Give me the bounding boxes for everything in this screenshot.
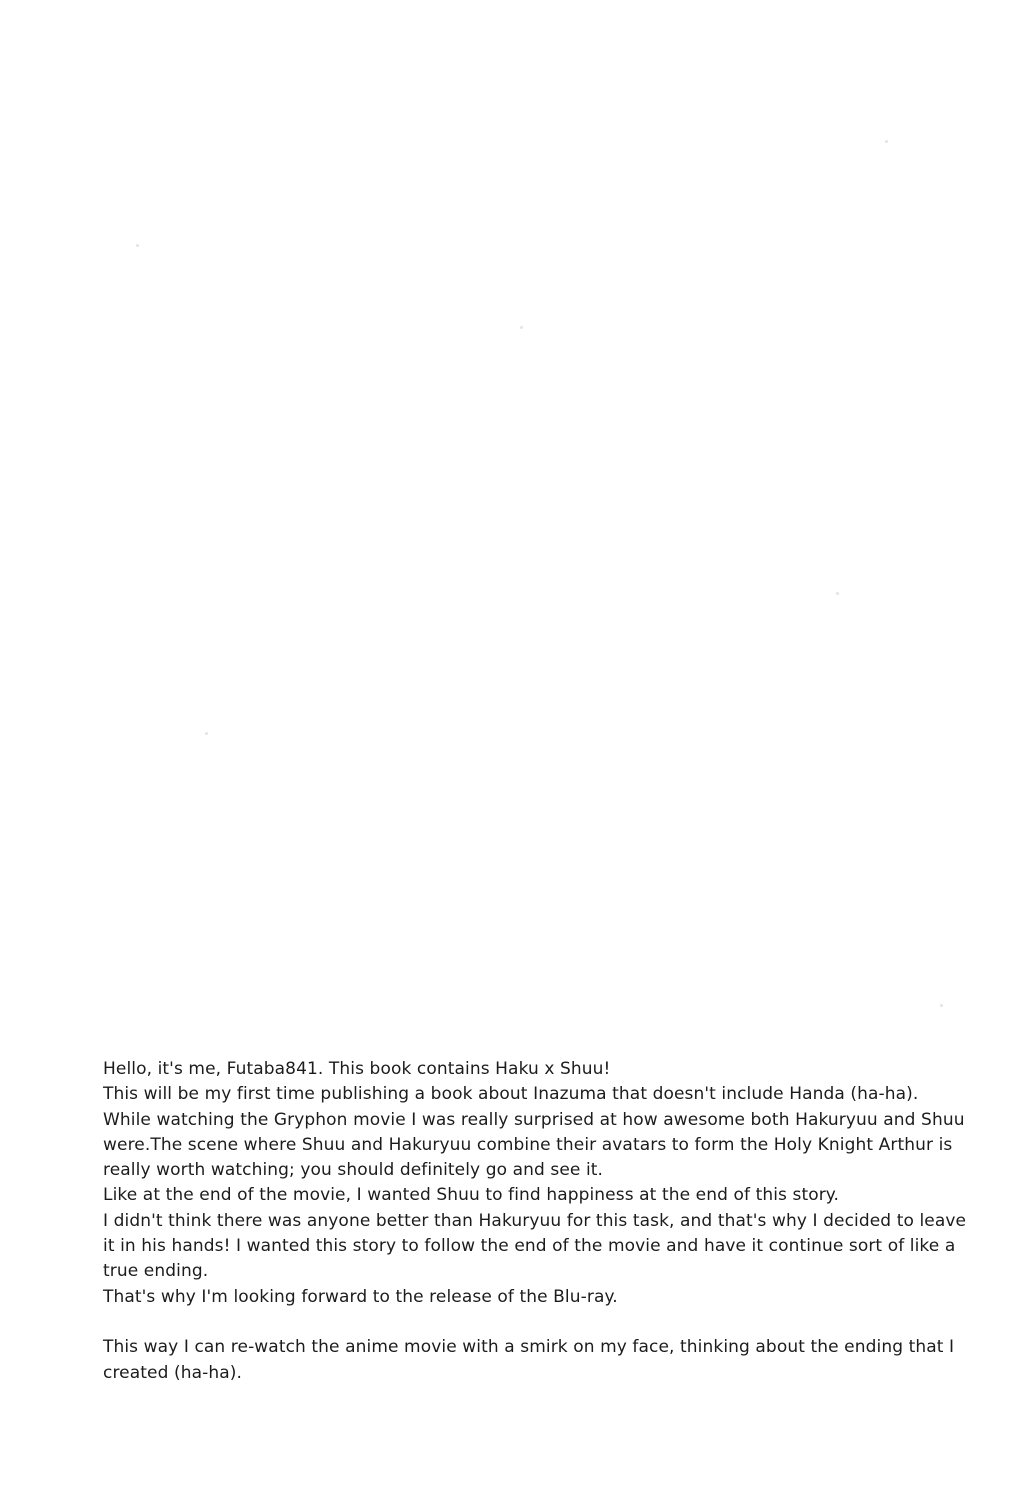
afterword-line: Like at the end of the movie, I wanted Shuu to find happiness at the end of this story.: [103, 1185, 840, 1206]
afterword-line: really worth watching; you should definitely go and see it.: [103, 1160, 604, 1181]
afterword-line: were.The scene where Shuu and Hakuryuu combine their avatars to form the Holy Knight Arthur is: [103, 1134, 953, 1155]
scan-speck: [940, 1004, 943, 1007]
scan-speck: [136, 244, 139, 247]
scan-speck: [885, 140, 888, 143]
afterword-blank-line: [103, 1310, 903, 1335]
afterword-line: This way I can re-watch the anime movie with a smirk on my face, thinking about the ending that I: [103, 1337, 955, 1358]
scan-speck: [520, 326, 523, 329]
afterword-line: created (ha-ha).: [103, 1362, 242, 1383]
afterword-line: This will be my first time publishing a book about Inazuma that doesn't include Handa (ha-ha).: [103, 1084, 919, 1105]
afterword-line: While watching the Gryphon movie I was really surprised at how awesome both Hakuryuu and Shuu: [103, 1109, 965, 1130]
afterword-text: [103, 1057, 967, 1386]
afterword-line: it in his hands! I wanted this story to follow the end of the movie and have it continue sort of like a: [103, 1236, 956, 1257]
afterword-line: Hello, it's me, Futaba841. This book contains Haku x Shuu!: [103, 1059, 611, 1079]
scan-speck: [205, 732, 208, 735]
scan-speck: [836, 592, 839, 595]
afterword-line: That's why I'm looking forward to the release of the Blu-ray.: [103, 1286, 618, 1307]
afterword-line: I didn't think there was anyone better than Hakuryuu for this task, and that's why I decided to leave: [103, 1210, 967, 1231]
afterword-line: true ending.: [103, 1261, 209, 1282]
